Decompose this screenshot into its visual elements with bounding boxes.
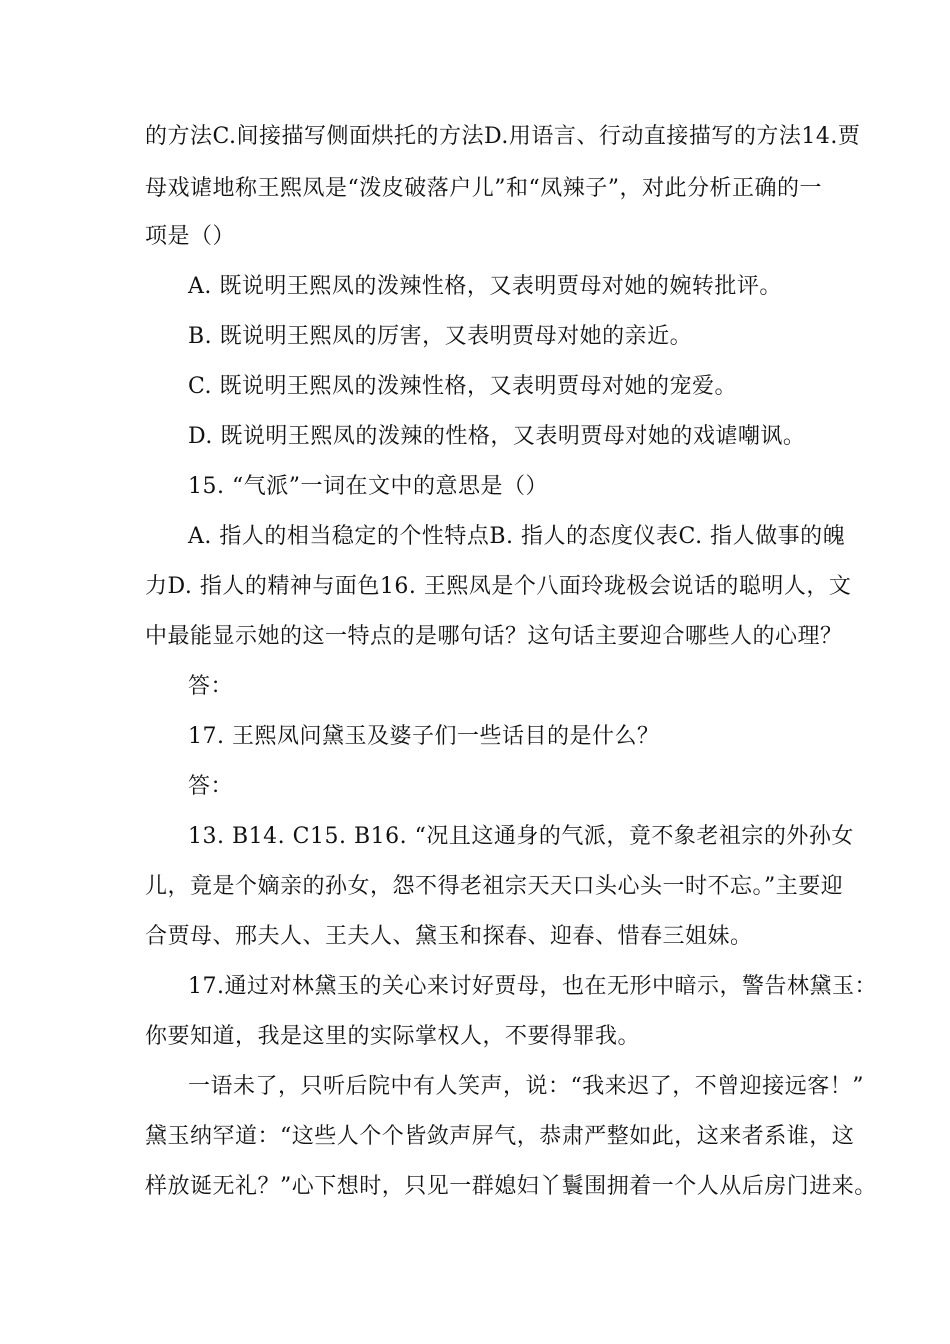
option-c: C. 既说明王熙凤的泼辣性格，又表明贾母对她的宠爱。 [188, 374, 738, 399]
text-line-1: 的方法C.间接描写侧面烘托的方法D.用语言、行动直接描写的方法14.贾 [145, 124, 861, 149]
question-16-continued: 中最能显示她的这一特点的是哪句话？这句话主要迎合哪些人的心理？ [145, 624, 843, 649]
question-17: 17. 王熙凤问黛玉及婆子们一些话目的是什么？ [188, 724, 660, 749]
answer-label-16: 答： [188, 674, 234, 699]
answer-key-continued-2: 合贾母、邢夫人、王夫人、黛玉和探春、迎春、惜春三姐妹。 [145, 924, 753, 949]
text-line-3: 项是（） [145, 224, 236, 249]
passage-line-2: 黛玉纳罕道：“这些人个个皆敛声屏气，恭肃严整如此，这来者系谁，这 [145, 1124, 855, 1149]
text-line-2: 母戏谑地称王熙凤是“泼皮破落户儿”和“凤辣子”，对此分析正确的一 [145, 176, 822, 201]
option-a: A. 既说明王熙凤的泼辣性格，又表明贾母对她的婉转批评。 [188, 274, 782, 299]
question-15: 15. “气派”一词在文中的意思是（） [188, 474, 548, 499]
answer-key: 13. B14. C15. B16. “况且这通身的气派，竟不象老祖宗的外孙女 [188, 824, 854, 849]
option-b: B. 既说明王熙凤的厉害，又表明贾母对她的亲近。 [188, 324, 693, 349]
question-15-options: A. 指人的相当稳定的个性特点B. 指人的态度仪表C. 指人做事的魄 [188, 524, 846, 549]
passage-line-3: 样放诞无礼？”心下想时，只见一群媳妇丫鬟围拥着一个人从后房门进来。 [145, 1174, 877, 1199]
answer-key-continued-1: 儿，竟是个嫡亲的孙女，怨不得老祖宗天天口头心头一时不忘。”主要迎 [145, 874, 844, 899]
answer-17-continued: 你要知道，我是这里的实际掌权人，不要得罪我。 [145, 1024, 641, 1049]
answer-label-17: 答： [188, 774, 234, 799]
passage-paragraph: 一语未了，只听后院中有人笑声，说：“我来迟了，不曾迎接远客！” [188, 1074, 864, 1099]
option-d: D. 既说明王熙凤的泼辣的性格，又表明贾母对她的戏谑嘲讽。 [188, 424, 806, 449]
answer-17: 17.通过对林黛玉的关心来讨好贾母，也在无形中暗示，警告林黛玉： [188, 974, 877, 999]
question-16: 力D. 指人的精神与面色16. 王熙凤是个八面玲珑极会说话的聪明人，文 [145, 574, 852, 599]
